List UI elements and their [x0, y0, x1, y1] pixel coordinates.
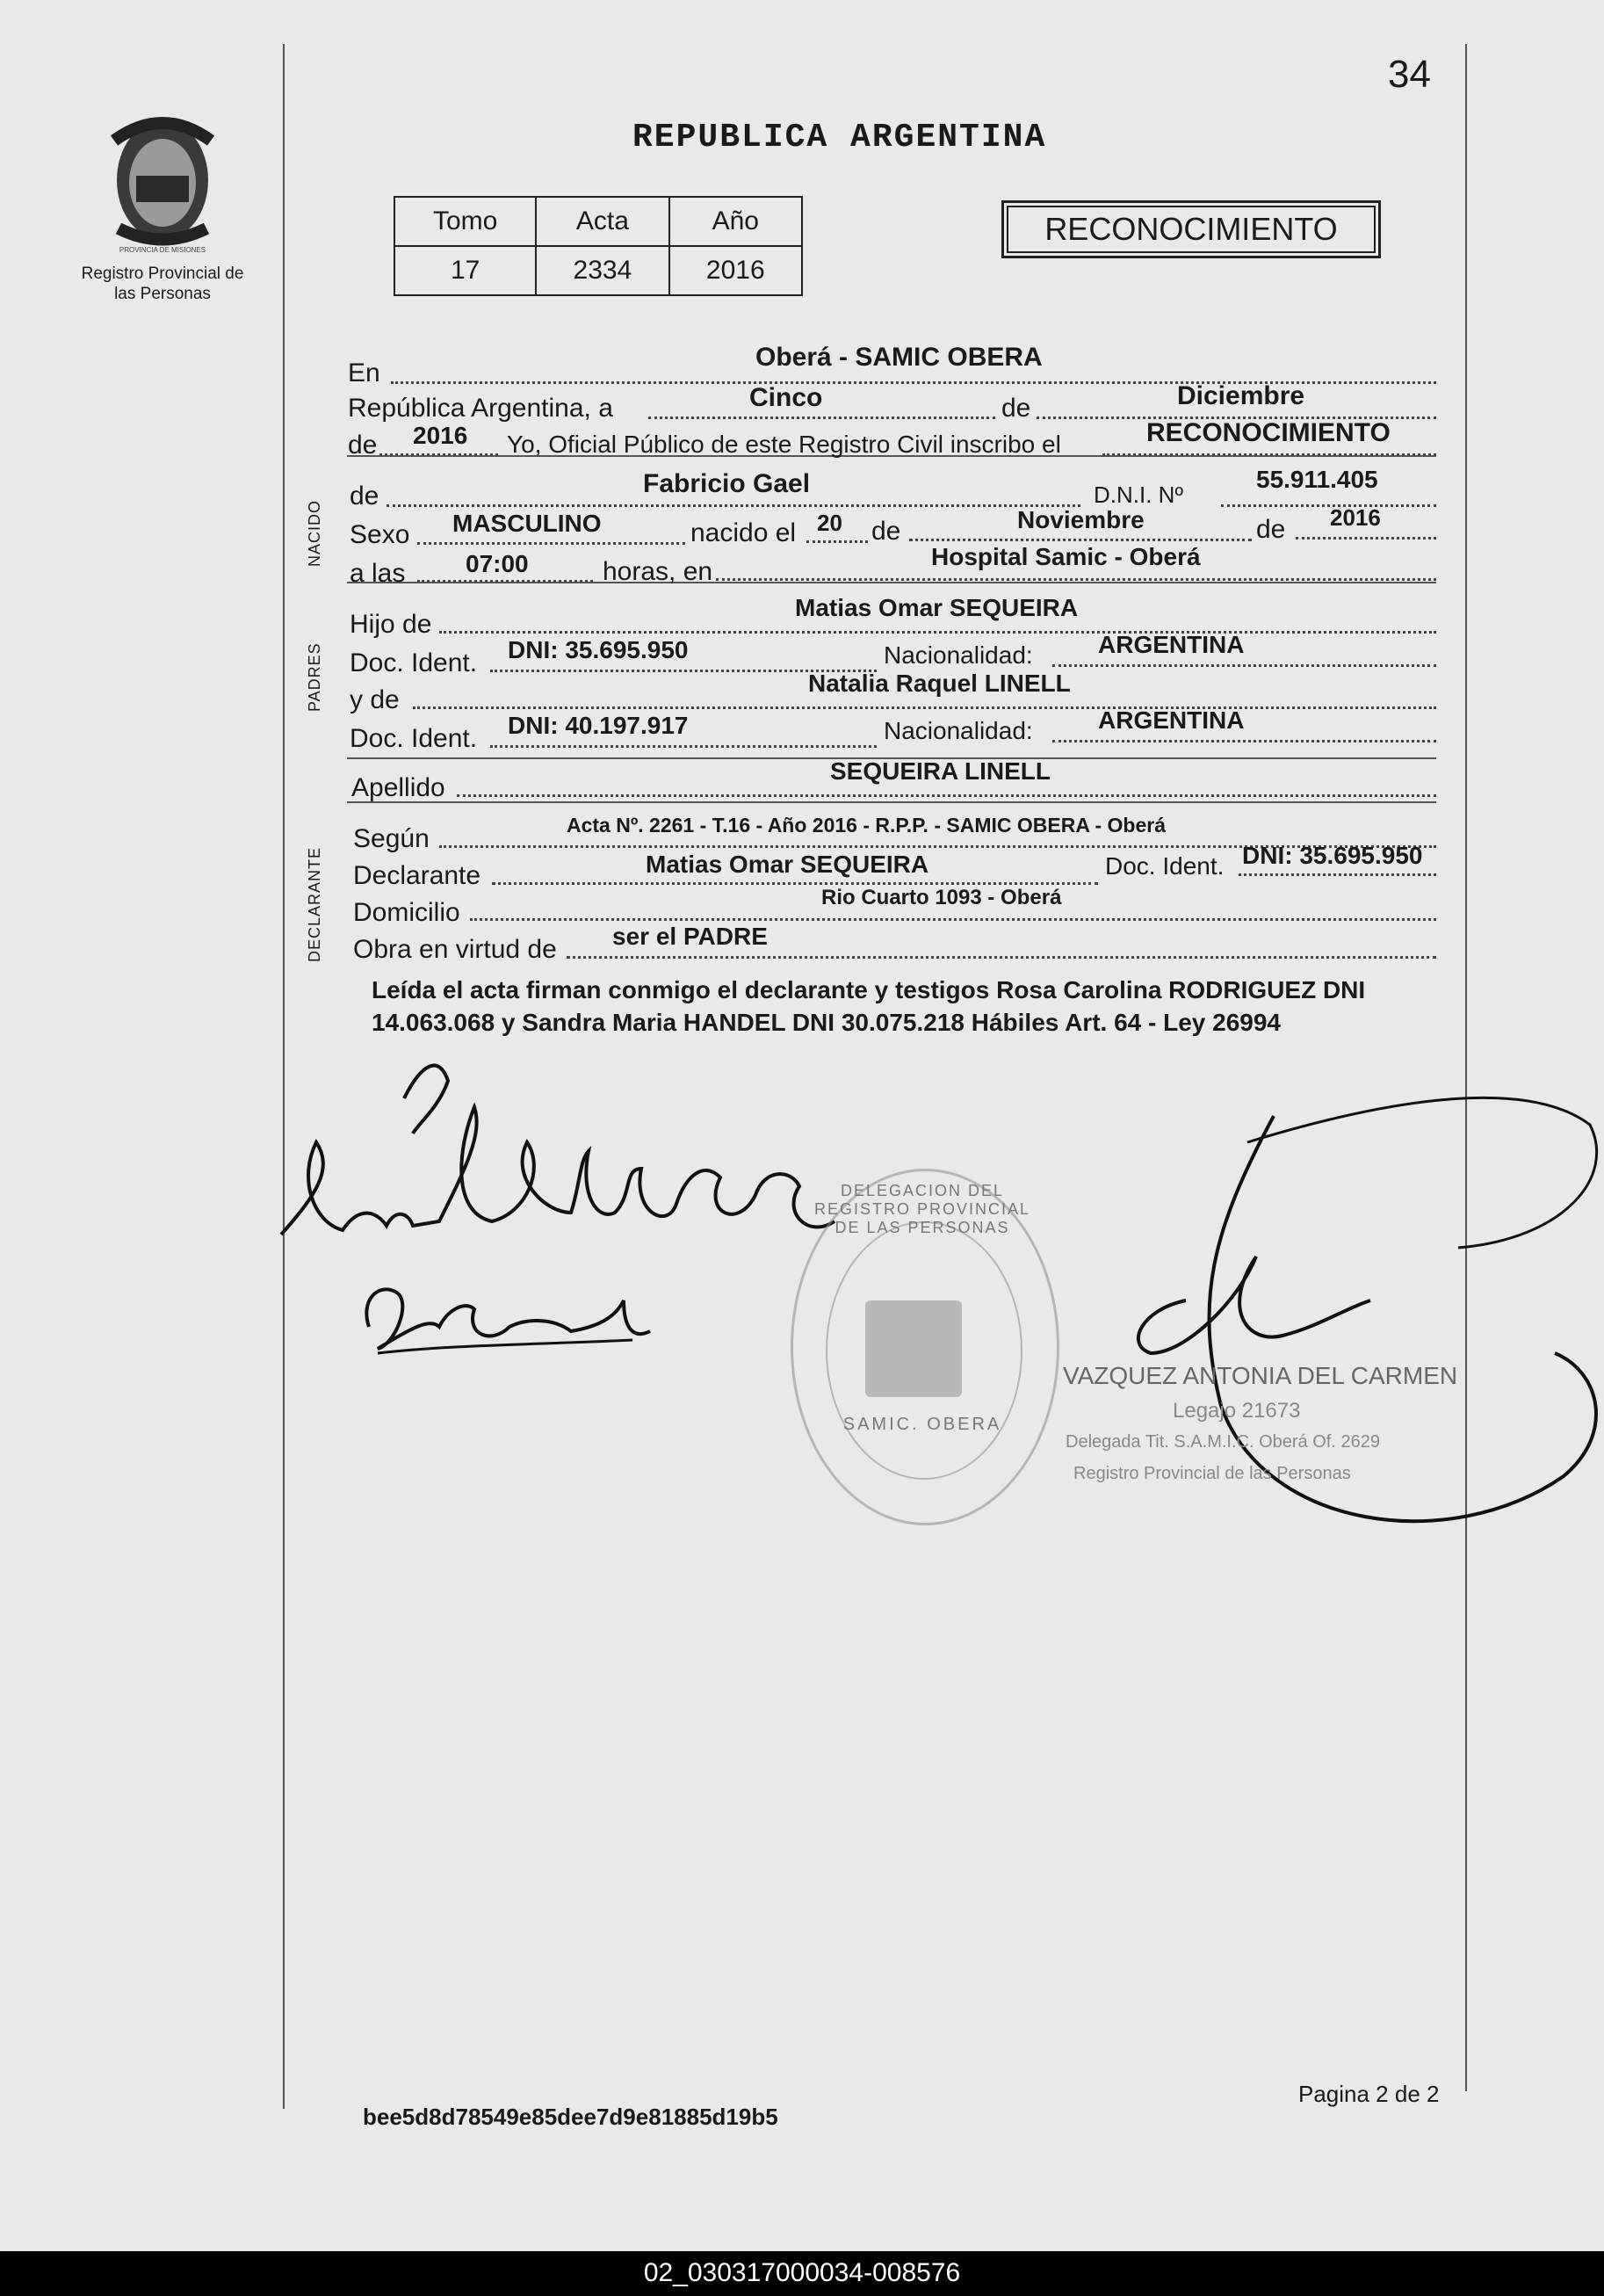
value-tipo: RECONOCIMIENTO	[1146, 418, 1391, 447]
label-de-1: de	[1001, 394, 1031, 423]
label-de-5: de	[1256, 515, 1286, 544]
page-number: 34	[1388, 53, 1431, 96]
label-doc-ident-1: Doc. Ident.	[350, 648, 478, 677]
value-declarante-doc: DNI: 35.695.950	[1242, 842, 1423, 869]
dotted-line	[457, 794, 1436, 797]
province-emblem	[97, 105, 228, 255]
label-doc-ident-3: Doc. Ident.	[1105, 852, 1225, 880]
value-hora: 07:00	[466, 550, 529, 577]
country-title: REPUBLICA ARGENTINA	[632, 119, 1047, 156]
record-value-anio: 2016	[669, 246, 802, 295]
value-dia: Cinco	[749, 383, 823, 412]
dotted-line	[439, 631, 1436, 634]
value-nac-mes: Noviembre	[1017, 506, 1145, 533]
closing-text: Leída el acta firman conmigo el declarante y testigos Rosa Carolina RODRIGUEZ DNI 14.063.068 y Sandra Maria HANDEL DNI 30.075.218 Hábiles Art. 64 - Ley 26994	[372, 976, 1366, 1036]
record-value-tomo: 17	[394, 246, 536, 295]
dotted-line	[413, 706, 1436, 709]
label-nacionalidad-2: Nacionalidad:	[884, 717, 1033, 744]
value-lugar: Oberá - SAMIC OBERA	[755, 343, 1043, 372]
dotted-line	[1052, 664, 1436, 667]
value-segun: Acta Nº. 2261 - T.16 - Año 2016 - R.P.P. - SAMIC OBERA - Oberá	[567, 814, 1166, 837]
label-hijo-de: Hijo de	[350, 610, 432, 639]
record-table-header	[394, 197, 802, 246]
official-name: VAZQUEZ ANTONIA DEL CARMEN	[1063, 1362, 1458, 1389]
stamp-inner-text: SAMIC. OBERA	[842, 1415, 1002, 1434]
dotted-line	[1221, 504, 1436, 507]
value-sexo: MASCULINO	[452, 510, 602, 537]
label-de-3: de	[350, 482, 379, 511]
record-value-acta: 2334	[536, 246, 668, 295]
record-table	[394, 196, 803, 296]
dotted-line	[1239, 873, 1436, 876]
value-padre: Matias Omar SEQUEIRA	[795, 594, 1079, 621]
value-dni: 55.911.405	[1256, 466, 1378, 493]
record-type-box: RECONOCIMIENTO	[1001, 200, 1381, 258]
section-label-declarante: DECLARANTE	[306, 846, 323, 962]
stamp-emblem-icon	[865, 1300, 962, 1397]
label-dni: D.N.I. Nº	[1094, 482, 1183, 508]
value-nombre: Fabricio Gael	[643, 469, 811, 498]
dotted-line	[387, 504, 1080, 507]
dotted-line	[716, 578, 1436, 581]
dotted-line	[1102, 453, 1436, 456]
section-label-padres: PADRES	[306, 642, 323, 712]
dotted-line	[1296, 537, 1436, 540]
record-header-anio: Año	[669, 197, 802, 246]
pagination: Pagina 2 de 2	[1298, 2081, 1440, 2107]
dotted-line	[1052, 740, 1436, 742]
dotted-line	[567, 956, 1436, 959]
value-apellido: SEQUEIRA LINELL	[830, 757, 1051, 785]
label-de-4: de	[871, 517, 901, 546]
document-hash: bee5d8d78549e85dee7d9e81885d19b5	[363, 2104, 778, 2130]
label-obra: Obra en virtud de	[353, 935, 557, 964]
label-declarante: Declarante	[353, 861, 481, 890]
dotted-line	[379, 453, 498, 456]
value-anio: 2016	[413, 422, 468, 449]
dotted-line	[909, 539, 1252, 541]
value-nac-anio: 2016	[1330, 504, 1381, 531]
value-lugar-nac: Hospital Samic - Oberá	[931, 543, 1201, 570]
label-apellido: Apellido	[351, 773, 445, 802]
official-legajo: Legajo 21673	[1173, 1399, 1301, 1423]
label-sexo: Sexo	[350, 520, 410, 549]
label-yo: Yo, Oficial Público de este Registro Civil inscribo el	[507, 431, 1061, 458]
value-mes: Diciembre	[1177, 381, 1305, 410]
label-republica: República Argentina, a	[348, 394, 613, 423]
label-de-2: de	[348, 431, 378, 460]
witness-signature-rodriguez	[281, 1107, 835, 1235]
value-obra: ser el PADRE	[612, 923, 768, 950]
label-nacido-el: nacido el	[690, 518, 797, 547]
record-header-acta: Acta	[536, 197, 668, 246]
section-label-nacido: NACIDO	[306, 499, 323, 567]
dotted-line	[648, 416, 995, 419]
record-table-values	[394, 246, 802, 295]
official-signature	[1210, 1116, 1597, 1521]
label-y-de: y de	[350, 685, 400, 714]
value-madre-nac: ARGENTINA	[1098, 706, 1245, 734]
label-doc-ident-2: Doc. Ident.	[350, 724, 478, 753]
label-a-las: a las	[350, 559, 406, 588]
value-domicilio: Rio Cuarto 1093 - Oberá	[821, 886, 1062, 909]
value-padre-nac: ARGENTINA	[1098, 631, 1245, 658]
value-madre-doc: DNI: 40.197.917	[508, 712, 689, 739]
logo-emblem-text: PROVINCIA DE MISIONES	[119, 246, 206, 254]
record-header-tomo: Tomo	[394, 197, 536, 246]
logo-label: Registro Provincial de las Personas	[81, 264, 244, 303]
dotted-line	[417, 580, 593, 583]
dotted-line	[470, 918, 1436, 921]
dotted-line	[490, 745, 877, 748]
label-domicilio: Domicilio	[353, 898, 460, 927]
label-segun: Según	[353, 824, 430, 853]
value-madre: Natalia Raquel LINELL	[808, 670, 1071, 697]
footer-id: 02_030317000034-008576	[643, 2258, 961, 2287]
value-declarante: Matias Omar SEQUEIRA	[646, 851, 929, 878]
stamp-ring-text: DELEGACION DEL REGISTRO PROVINCIAL DE LAS PERSONAS	[813, 1182, 1031, 1236]
separator-apellido	[347, 801, 1436, 803]
value-nac-dia: 20	[817, 510, 842, 536]
label-nacionalidad-1: Nacionalidad:	[884, 641, 1033, 669]
dotted-line	[492, 882, 1098, 885]
label-horas-en: horas, en	[603, 557, 713, 586]
label-en: En	[348, 359, 380, 387]
official-role: Delegada Tit. S.A.M.I.C. Oberá Of. 2629	[1066, 1432, 1380, 1452]
value-padre-doc: DNI: 35.695.950	[508, 636, 689, 663]
dotted-line	[417, 542, 685, 545]
dotted-line	[806, 540, 868, 543]
official-org: Registro Provincial de las Personas	[1073, 1464, 1351, 1483]
